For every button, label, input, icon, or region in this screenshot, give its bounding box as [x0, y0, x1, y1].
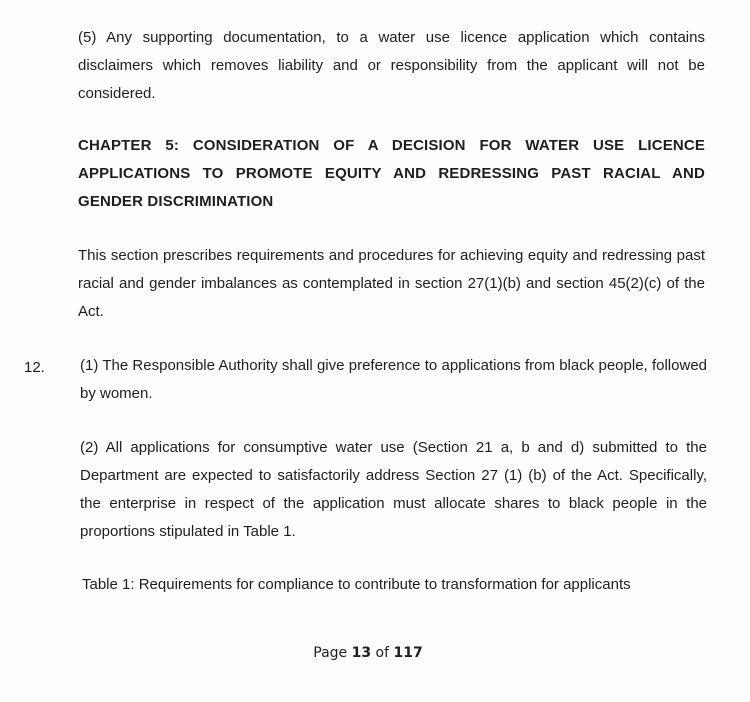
total-pages-number: 117: [393, 645, 423, 661]
paragraph-12-subsection-1: (1) The Responsible Authority shall give preference to applications from black people, followed by women.: [80, 357, 707, 402]
page-label: Page: [313, 645, 348, 661]
table-1-caption: Table 1: Requirements for compliance to contribute to transformation for applicants: [82, 576, 631, 593]
section-intro-paragraph: This section prescribes requirements and procedures for achieving equity and redressing past racial and gender imbalances as contemplated in section 27(1)(b) and section 45(2)(c) of the Act.: [78, 247, 705, 320]
of-label: of: [375, 645, 390, 661]
paragraph-12-subsection-2: (2) All applications for consumptive water use (Section 21 a, b and d) submitted to the Department are expected to satisfactorily address Section 27 (1) (b) of the Act. Specifically, the enterprise in respect of the application must allocate shares to black people in the proportions stipulated in Table 1.: [80, 439, 707, 540]
page-footer: [0, 641, 736, 665]
current-page-number: 13: [351, 645, 372, 661]
chapter-5-heading: CHAPTER 5: CONSIDERATION OF A DECISION FOR WATER USE LICENCE APPLICATIONS TO PROMOTE EQUITY AND REDRESSING PAST RACIAL AND GENDER DISCRIMINATION: [78, 137, 705, 210]
paragraph-12-number: 12.: [24, 359, 45, 376]
paragraph-5: (5) Any supporting documentation, to a water use licence application which contains disclaimers which removes liability and or responsibility from the applicant will not be considered.: [78, 29, 705, 102]
